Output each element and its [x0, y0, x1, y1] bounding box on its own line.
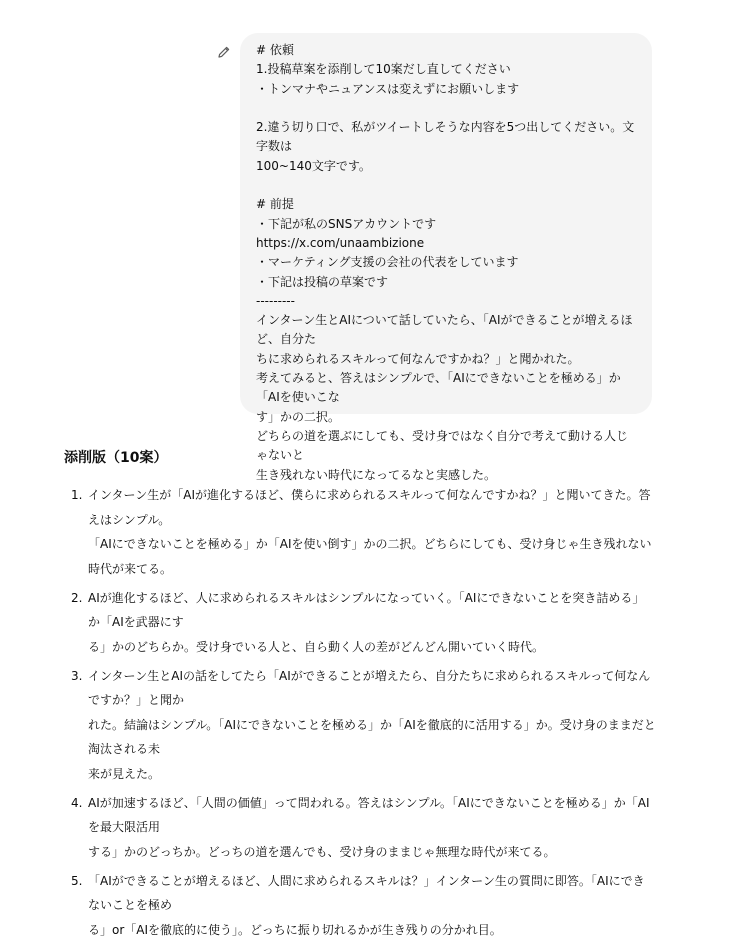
list-number: 3. [71, 668, 83, 683]
list-item-line: 来が見えた。 [88, 766, 161, 781]
message-line: ・下記は投稿の草案です [256, 274, 389, 289]
message-line: 2.違う切り口で、私がツイートしそうな内容を5つ出してください。文字数は [256, 120, 635, 154]
message-line: 100~140文字です。 [256, 158, 371, 173]
message-line: 考えてみると、答えはシンプルで、「AIにできないことを極める」か「AIを使いこな [256, 371, 621, 405]
message-line: 生き残れない時代になってるなと実感した。 [256, 467, 497, 482]
list-item-line: 「AIにできないことを極める」か「AIを使い倒す」かの二択。どちらにしても、受け身じゃ生き残れない時代が来てる。 [88, 537, 652, 576]
message-line: ・マーケティング支援の会社の代表をしています [256, 255, 519, 270]
list-number: 2. [71, 590, 83, 605]
list-item-line: する」かのどっちか。どっちの道を選んでも、受け身のままじゃ無理な時代が来てる。 [88, 844, 556, 859]
list-item-line: インターン生が「AIが進化するほど、僕らに求められるスキルって何なんですかね？」と聞いてきた。答えはシンプル。 [88, 488, 651, 527]
message-line: # 依頼 [256, 43, 294, 57]
response-heading: 添削版（10案） [64, 450, 168, 466]
list-item-line: インターン生とAIの話をしてたら「AIができることが増えたら、自分たちに求められるスキルって何なんですか？」と聞か [88, 668, 651, 707]
list-item-line: 「AIができることが増えるほど、人間に求められるスキルは？」インターン生の質問に即答。「AIにできないことを極め [88, 873, 645, 912]
list-number: 5. [71, 873, 83, 888]
edit-message-icon[interactable] [216, 44, 232, 60]
list-number: 4. [71, 795, 83, 810]
message-line: ・トンマナやニュアンスは変えずにお願いします [256, 81, 520, 96]
message-line: --------- [256, 293, 295, 308]
list-item-line: る」or「AIを徹底的に使う」。どっちに振り切れるかが生き残りの分かれ目。 [88, 922, 502, 937]
message-line [256, 99, 636, 118]
list-item [64, 791, 656, 865]
list-item [64, 483, 656, 581]
message-line: す」かの二択。 [256, 409, 341, 424]
list-item-line: る」かのどちらか。受け身でいる人と、自ら動く人の差がどんどん開いていく時代。 [88, 639, 545, 654]
message-line: ・下記が私のSNSアカウントです [256, 216, 437, 231]
message-line: ちに求められるスキルって何なんですかね？」と聞かれた。 [256, 351, 580, 366]
assistant-response [64, 447, 656, 947]
revision-list [64, 483, 656, 942]
message-line: # 前提 [256, 197, 294, 212]
list-item-line: れた。結論はシンプル。「AIにできないことを極める」か「AIを徹底的に活用する」か。受け身のままだと淘汰される未 [88, 717, 656, 756]
message-line: インターン生とAIについて話していたら、「AIができることが増えるほど、自分た [256, 313, 633, 347]
list-item [64, 869, 656, 943]
list-item [64, 664, 656, 787]
list-item-line: AIが進化するほど、人に求められるスキルはシンプルになっていく。「AIにできないことを突き詰める」か「AIを武器にす [88, 590, 645, 629]
message-line: どちらの道を選ぶにしても、受け身ではなく自分で考えて動ける人じゃないと [256, 428, 629, 463]
message-line: 1.投稿草案を添削して10案だし直してください [256, 62, 511, 77]
message-line: https://x.com/unaambizione [256, 235, 425, 250]
list-number: 1. [71, 488, 83, 502]
message-line [256, 176, 636, 195]
user-message-bubble [240, 33, 652, 482]
list-item [64, 586, 656, 660]
list-item-line: AIが加速するほど、「人間の価値」って問われる。答えはシンプル。「AIにできないことを極める」か「AIを最大限活用 [88, 795, 650, 834]
